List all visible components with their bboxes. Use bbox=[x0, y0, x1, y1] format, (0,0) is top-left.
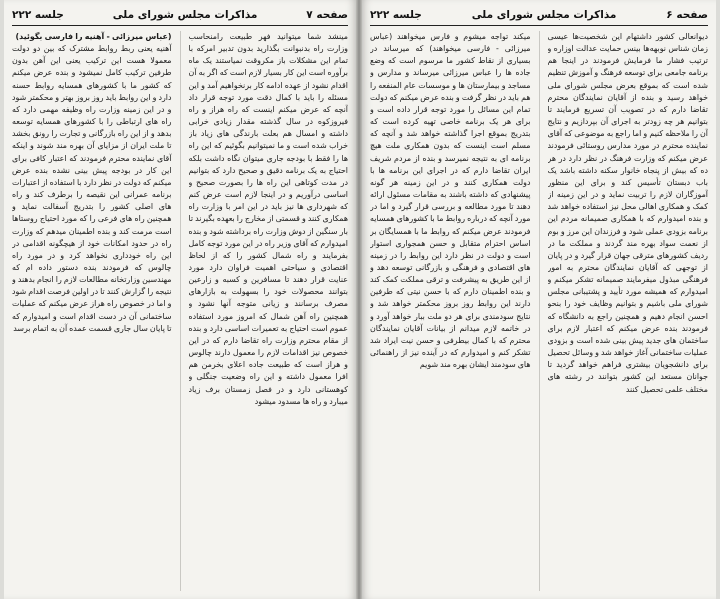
session-number: جلسه ۲۲۲ bbox=[370, 9, 422, 21]
header-rule bbox=[12, 25, 348, 26]
text-column-left bbox=[370, 31, 531, 591]
page-number: صفحه ۷ bbox=[306, 9, 348, 21]
paragraph: دیوانعالی کشور داشتهام این شخصیت‌ها عیسی زمان شناس نوبهه‌ها بینس حمایت عدالت اوزاره و ترتیب فشار ما فرمایش فرمودند در اینجا هم برنامه جامعی برای توسعه فرهنگ و آموزش تنظیم شده است که بموقع بعرض مجلس شورای ملی خواهد رسید و بنده از آقایان نمایندگان محترم تقاضا دارم که در تصویب آن تسریع فرمایند تا بتوانیم هر چه زودتر به اجرای آن بپردازیم و نتایج آن را ملاحظه کنیم و اما راجع به موضوعی که آقای نماینده محترم در مورد مدارس روستائی فرمودند عرض میکنم که وزارت فرهنگ در نظر دارد در هر ده که بیش از پنجاه خانوار سکنه داشته باشد یک باب دبستان تأسیس کند و برای این منظور آموزگاران لازم را تربیت نماید و در این زمینه از کمک و همکاری اهالی محل نیز استفاده خواهد شد و بنده امیدوارم که با همکاری صمیمانه مردم این برنامه بزودی عملی شود و فرزندان این مرز و بوم از نعمت سواد بهره مند گردند و مملکت ما در ردیف کشورهای مترقی جهان قرار گیرد و در پایان از توجهی که آقایان نمایندگان محترم به امور فرهنگی مبذول میفرمایند صمیمانه تشکر میکنم و امیدوارم که همیشه مورد تأیید و پشتیبانی مجلس شورای ملی باشیم و بتوانیم وظایف خود را بنحو احسن انجام دهیم و همچنین راجع به دانشگاه که فرمودند بنده عرض میکنم که اعتبار لازم برای ساختمان های جدید پیش بینی شده است و بزودی عملیات ساختمانی آغاز خواهد شد و وسائل تحصیل برای دانشجویان بیشتری فراهم خواهد گردید تا جوانان مستعد این کشور بتوانند در رشته های مختلف علمی تحصیل کنند bbox=[547, 32, 708, 394]
speaker-interjection: (عباس میرزائی - آهنیه را فارسی بگوئید) bbox=[15, 32, 172, 41]
column-divider bbox=[180, 31, 181, 591]
text-column-right bbox=[548, 31, 709, 591]
paragraph: میکند تواجه میشوم و فارس میخواهند (عباس میرزائی - فارسی میخواهند) که میرساند در بسیاری از نقاط کشور ما مرسوم است که وضع جاده ها را عباس میرزائی میرساند و مدارس و مساجد و بیمارستان ها و موسسات عام المنفعه را هم باید در نظر گرفت و بنده عرض میکنم که دولت تمام این مسائل را مورد توجه قرار داده است و برای هر یک برنامه خاصی تهیه کرده است که بتدریج بموقع اجرا گذاشته خواهد شد و آنچه که مسلم است اینست که بدون همکاری ملت هیچ برنامه ای به نتیجه نمیرسد و بنده از مردم شریف ایران تقاضا دارم که در اجرای این برنامه ها با دولت همکاری کنند و در این زمینه هر گونه پیشنهادی که داشته باشند به مقامات مسئول ارائه دهند تا مورد مطالعه و بررسی قرار گیرد و اما در مورد آنچه که درباره روابط ما با کشورهای همسایه فرمودند عرض میکنم که روابط ما با همسایگان بر اساس احترام متقابل و حسن همجواری استوار است و دولت در نظر دارد این روابط را در زمینه های اقتصادی و فرهنگی و بازرگانی توسعه دهد و از این طریق به پیشرفت و ترقی مملکت کمک کند و بنده اطمینان دارم که با حسن نیتی که طرفین دارند این روابط روز بروز محکمتر خواهد شد و نتایج سودمندی برای هر دو ملت ببار خواهد آورد و در خاتمه لازم میدانم از بیانات آقایان نمایندگان محترم که با کمال بیطرفی و حسن نیت ایراد شد تشکر کنم و امیدوارم که در آینده نیز از راهنمائی های سودمند ایشان بهره مند شویم bbox=[370, 32, 531, 370]
publication-title: مذاکرات مجلس شورای ملی bbox=[112, 9, 258, 21]
text-columns bbox=[370, 31, 708, 591]
header-rule bbox=[370, 25, 708, 26]
page-header bbox=[370, 6, 708, 24]
page-header bbox=[12, 6, 348, 24]
page-number: صفحه ۶ bbox=[666, 9, 708, 21]
paragraph: مینشد شما میتوانید فهر طبیعت رامنحاسب وزارت راه بدنبوانت بگذارید بدون تدبیر امرکه با تمام این مشکلات باز مکروقت نمیاستند یک ماه برآوره است این کار بسیار لازم است که اگر به آن اقدام نشود از عهده ادامه کار برنخواهیم آمد و این مسئله را باید با کمال دقت مورد توجه قرار داد آنچه که عرض میکنم اینست که راه هراز و راه فیروزکوه در سال گذشته مقدار زیادی خرابی داشته و امسال هم بعلت بارندگی های زیاد باز خراب شده است و ما نمیتوانیم بگوئیم که این راه ها را فقط با بودجه جاری میتوان نگاه داشت بلکه احتیاج به یک برنامه دقیق و صحیح دارد که بتوانیم در مدت کوتاهی این راه ها را بصورت صحیح و اساسی درآوریم و در اینجا لازم است عرض کنم که شهرداری ها نیز باید در این امر با وزارت راه همکاری کنند و قسمتی از مخارج را بعهده بگیرند تا بار سنگین از دوش وزارت راه برداشته شود و بنده امیدوارم که آقای وزیر راه در این مورد توجه کامل بفرمایند و راه شمال کشور را که از لحاظ اقتصادی و سیاحتی اهمیت فراوان دارد مورد عنایت قرار دهند تا مسافرین و کسبه و زارعین بتوانند محصولات خود را بسهولت به بازارهای مصرف برسانند و زیانی متوجه آنها نشود و همچنین راه آهن شمال که امروز مورد استفاده عموم است احتیاج به تعمیرات اساسی دارد و بنده از مقام محترم وزارت راه تقاضا دارم که در این خصوص نیز اقدامات لازم را معمول دارند چالوس و هراز است که طبیعت جاده اعلای بخرمن هم افرا معمول داشته و این راه وضعیت جنگلی و کوهستانی دارد و در فصل زمستان برف زیاد میبارد و راه ها مسدود میشود bbox=[188, 32, 348, 406]
session-number: جلسه ۲۲۲ bbox=[12, 9, 64, 21]
paragraph: آهنیه یعنی ربط روابط مشترک که بین دو دولت معمولا هست این ترکیب یعنی این آهن بدون طرفین ترکیب کامل نمیشود و بنده عرض میکنم که کشور ما با کشورهای همسایه روابط حسنه دارد و این روابط باید روز بروز بهتر و محکمتر شود و در این زمینه وزارت راه وظیفه مهمی دارد که راه های ارتباطی را با کشورهای همسایه توسعه بدهد و از این راه بازرگانی و تجارت را رونق بخشد تا ملت ایران از مزایای آن بهره مند شوند و اینکه آقای نماینده محترم فرمودند که اعتبار کافی برای این کار در بودجه پیش بینی نشده بنده عرض میکنم که دولت در نظر دارد با استفاده از اعتبارات برنامه عمرانی این نقیصه را برطرف کند و راه های اصلی کشور را بتدریج آسفالت نماید و همچنین راه های فرعی را که مورد احتیاج روستاها است مرمت کند و بنده اطمینان میدهم که وزارت راه در حدود امکانات خود از هیچگونه اقدامی در این راه خودداری نخواهد کرد و در مورد راه چالوس که فرمودند بنده دستور داده ام که مهندسین وزارتخانه مطالعات لازم را انجام بدهند و نتیجه را گزارش کنند تا در اولین فرصت اقدام شود و اما در خصوص راه هراز عرض میکنم که عملیات ساختمانی آن در دست اقدام است و امیدوارم که تا پایان سال جاری قسمت عمده آن به اتمام برسد bbox=[12, 44, 172, 333]
text-column-left bbox=[12, 31, 172, 591]
text-column-right bbox=[189, 31, 349, 591]
text-columns bbox=[12, 31, 348, 591]
publication-title: مذاکرات مجلس شورای ملی bbox=[471, 9, 617, 21]
right-page bbox=[362, 0, 716, 599]
left-page bbox=[4, 0, 356, 599]
column-divider bbox=[539, 31, 540, 591]
